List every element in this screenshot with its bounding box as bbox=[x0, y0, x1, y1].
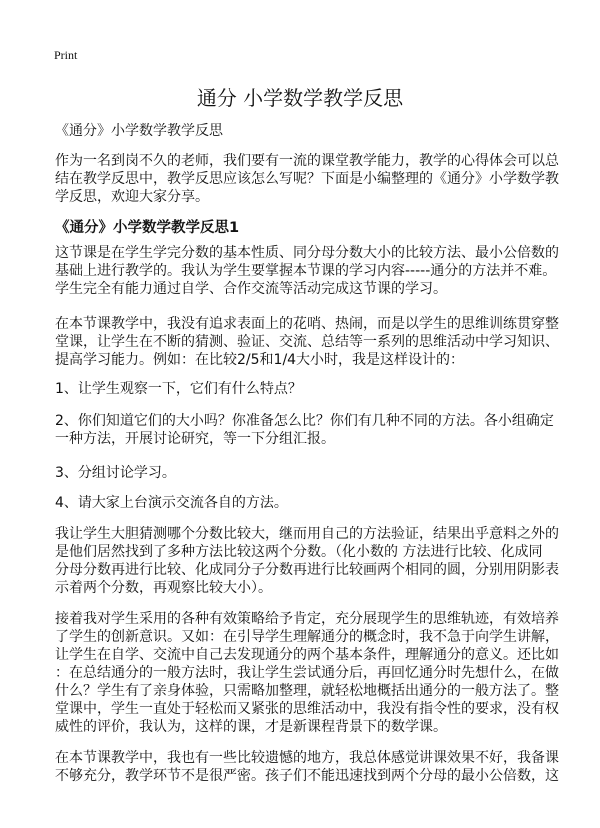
paragraph bbox=[55, 315, 559, 369]
print-link[interactable]: Print bbox=[54, 48, 78, 62]
paragraph bbox=[55, 525, 559, 597]
paragraph bbox=[55, 412, 555, 448]
text-line: 什么？学生有了亲身体验，只需略加整理，就轻松地概括出通分的一般方法了。整 bbox=[55, 683, 559, 699]
text-line: 2、你们知道它们的大小吗？你准备怎么比？你们有几种不同的方法。各小组确定 bbox=[55, 413, 554, 429]
text-line: 示着两个分数，再观察比较大小）。 bbox=[55, 580, 272, 596]
text-line: 作为一名到岗不久的老师，我们要有一流的课堂教学能力，教学的心得体会可以总 bbox=[55, 153, 559, 169]
text-line: 学反思，欢迎大家分享。 bbox=[55, 189, 209, 205]
text-line: 不够充分，教学环节不是很严密。孩子们不能迅速找到两个分母的最小公倍数，这 bbox=[55, 768, 559, 784]
text-line: 提高学习能力。例如：在比较2/5和1/4大小时，我是这样设计的： bbox=[55, 352, 465, 368]
text-line: 堂课，让学生在不断的猜测、验证、交流、总结等一系列的思维活动中学习知识、 bbox=[55, 334, 559, 350]
text-line: 接着我对学生采用的各种有效策略给予肯定，充分展现学生的思维轨迹，有效培养 bbox=[55, 611, 559, 627]
text-line: 学生完全有能力通过自学、合作交流等活动完成这节课的学习。 bbox=[55, 281, 447, 297]
text-line: 一种方法，开展讨论研究，等一下分组汇报。 bbox=[55, 431, 335, 447]
paragraph bbox=[55, 244, 559, 298]
text-line: 这节课是在学生学完分数的基本性质、同分母分数大小的比较方法、最小公倍数的 bbox=[55, 245, 559, 261]
paragraph bbox=[55, 494, 555, 512]
text-line: 堂课中，学生一直处于轻松而又紧张的思维活动中，我没有指令性的要求，没有权 bbox=[55, 701, 559, 717]
text-line: 了学生的创新意识。又如：在引导学生理解通分的概念时，我不急于向学生讲解， bbox=[55, 629, 559, 645]
text-line: 4、请大家上台演示交流各自的方法。 bbox=[55, 495, 288, 511]
subtitle: 《通分》小学数学教学反思 bbox=[55, 123, 223, 139]
paragraph bbox=[55, 380, 555, 398]
text-line: 是他们居然找到了多种方法比较这两个分数。（化小数的 方法进行比较、化成同 bbox=[55, 544, 543, 560]
paragraph bbox=[55, 152, 559, 206]
text-line: 让学生在自学、交流中自己去发现通分的两个基本条件，理解通分的意义。还比如 bbox=[55, 647, 559, 663]
text-line: 基础上进行教学的。我认为学生要掌握本节课的学习内容-----通分的方法并不难。 bbox=[55, 263, 557, 279]
paragraph bbox=[55, 610, 559, 736]
section-heading: 《通分》小学数学教学反思1 bbox=[55, 220, 240, 236]
text-line: 威性的评价，我认为，这样的课，才是新课程背景下的数学课。 bbox=[55, 719, 447, 735]
text-line: 结在教学反思中，教学反思应该怎么写呢？下面是小编整理的《通分》小学数学教 bbox=[55, 171, 559, 187]
text-line: 分母分数再进行比较、化成同分子分数再进行比较画两个相同的圆，分别用阴影表 bbox=[55, 562, 559, 578]
paragraph bbox=[55, 464, 555, 482]
text-line: 1、让学生观察一下，它们有什么特点？ bbox=[55, 381, 302, 397]
text-line: 在本节课教学中，我没有追求表面上的花哨、热闹，而是以学生的思维训练贯穿整 bbox=[55, 316, 559, 332]
paragraph bbox=[55, 749, 559, 785]
text-line: 我让学生大胆猜测哪个分数比较大，继而用自己的方法验证，结果出乎意料之外的 bbox=[55, 526, 559, 542]
page-title: 通分 小学数学教学反思 bbox=[196, 86, 404, 110]
text-line: ：在总结通分的一般方法时，我让学生尝试通分后，再回忆通分时先想什么，在做 bbox=[55, 665, 559, 681]
text-line: 在本节课教学中，我也有一些比较遗憾的地方，我总体感觉讲课效果不好，我备课 bbox=[55, 750, 559, 766]
text-line: 3、分组讨论学习。 bbox=[55, 465, 176, 481]
